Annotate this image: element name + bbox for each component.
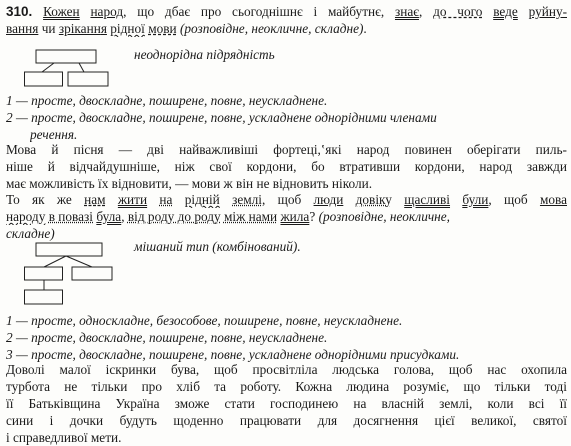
subordinate-clause-box bbox=[72, 267, 112, 280]
adverbial-word: довіку bbox=[355, 192, 392, 207]
subordinate-clause-box bbox=[25, 72, 63, 86]
attribute-word: рідної bbox=[110, 21, 145, 36]
subordinate-clause-box bbox=[25, 267, 63, 280]
subject-word: руйну- bbox=[528, 4, 567, 19]
analysis-block-1 bbox=[6, 92, 567, 143]
analysis-line: 2 — просте, двоскладне, поширене, повне, ускладнене однорідними членами bbox=[6, 110, 437, 125]
exercise-number: 310. bbox=[6, 4, 33, 19]
subject-word: люди bbox=[313, 192, 344, 207]
object-word: нам bbox=[84, 192, 106, 207]
subordinate-clause-box bbox=[68, 72, 108, 86]
object-word: мови bbox=[148, 21, 177, 36]
main-clause-box bbox=[36, 243, 102, 256]
scheme-diagram-1 bbox=[24, 42, 116, 88]
text-line: Доволі малої іскринки бува, щоб просвітліла людська голова, щоб нас охопила bbox=[6, 362, 567, 377]
analysis-line: 1 — просте, односкладне, безособове, поширене, повне, неускладнене. bbox=[6, 313, 403, 328]
predicate-word: були bbox=[462, 192, 489, 207]
subject-word: Кожен bbox=[43, 4, 80, 19]
predicate-word: знає bbox=[394, 4, 419, 19]
adverbial-word: від роду до роду bbox=[127, 209, 221, 224]
text-line: сини і дочки будуть щоденно працювати для досягнення цієї великої, святої bbox=[6, 413, 567, 428]
predicate-word: жила bbox=[280, 209, 310, 224]
predicate-word: веде bbox=[493, 4, 518, 19]
subject-word: вання bbox=[6, 21, 39, 36]
sentence-4 bbox=[6, 361, 567, 446]
text-line: турбота не тільки про хліб та роботу. Кожна людина розуміє, що тільки тоді bbox=[6, 379, 567, 394]
adverbial-word: землі bbox=[232, 192, 262, 207]
sentence-2 bbox=[6, 141, 567, 192]
sentence-3: То як же нам жити на рідній землі, щоб люди довіку щасливі були, щоб мова народу в повазі була, від роду до роду між нами жила? (розповідне, неокличне, складне) bbox=[6, 192, 567, 241]
text-line: має можливість їх відновити, — мови ж він не відновить ніколи. bbox=[6, 176, 373, 191]
subordinate-clause-box bbox=[25, 290, 63, 304]
analysis-line: 3 — просте, двоскладне, поширене, повне, ускладнене однорідними присудками. bbox=[6, 347, 460, 362]
analysis-line: 1 — проcте, двоскладне, поширене, повне, неускладнене. bbox=[6, 93, 328, 108]
analysis-block-2 bbox=[6, 312, 567, 363]
scheme-1-caption: неоднорідна підрядність bbox=[134, 47, 275, 62]
text-line: і справедливої мети. bbox=[6, 430, 122, 445]
sentence-analysis: (розповідне, неокличне, bbox=[318, 209, 451, 224]
adverbial-word: між нами bbox=[223, 209, 278, 224]
scheme-diagram-2 bbox=[24, 237, 116, 309]
attribute-word: народу bbox=[6, 209, 46, 224]
adverbial-word: на bbox=[159, 192, 173, 207]
predicate-word: жити bbox=[117, 192, 148, 207]
subject-word: мова bbox=[539, 192, 567, 207]
text-line: ніше й відчайдушніше, ніж свої кордони, бо втративши кордони, народ завжди bbox=[6, 159, 567, 174]
main-clause-box bbox=[36, 50, 96, 63]
text-line: Мова й пісня — дві найважливіші фортеці,‛які народ повинен оберігати пиль- bbox=[6, 142, 567, 157]
predicate-word: була bbox=[96, 209, 122, 224]
predicate-word: щасливі bbox=[404, 192, 451, 207]
attribute-word: рідній bbox=[184, 192, 220, 207]
adverbial-word: в повазі bbox=[48, 209, 94, 224]
sentence-analysis: (розповідне, неокличне, складне) bbox=[176, 21, 364, 36]
exercise-310-sentence-1: 310. Кожен народ, що дбає про сьогоднішнє і майбутнє, знає, до чого веде руйну- вання чи зрікання рідної мови (розповідне, неокличне, складне). bbox=[6, 4, 567, 36]
subject-word: народ bbox=[90, 4, 124, 19]
analysis-line: речення. bbox=[30, 127, 78, 142]
sentence-analysis: складне) bbox=[6, 226, 55, 241]
text-line: її Батьківщина Україна зможе стати господинею на власній землі, коли всі її bbox=[6, 396, 567, 411]
scheme-2-caption: мішаний тип (комбінований). bbox=[134, 239, 301, 254]
adverbial-word: до чого bbox=[433, 4, 483, 19]
analysis-line: 2 — просте, двоскладне, поширене, повне, неускладнене. bbox=[6, 330, 328, 345]
subject-word: зріканн bbox=[58, 21, 101, 36]
